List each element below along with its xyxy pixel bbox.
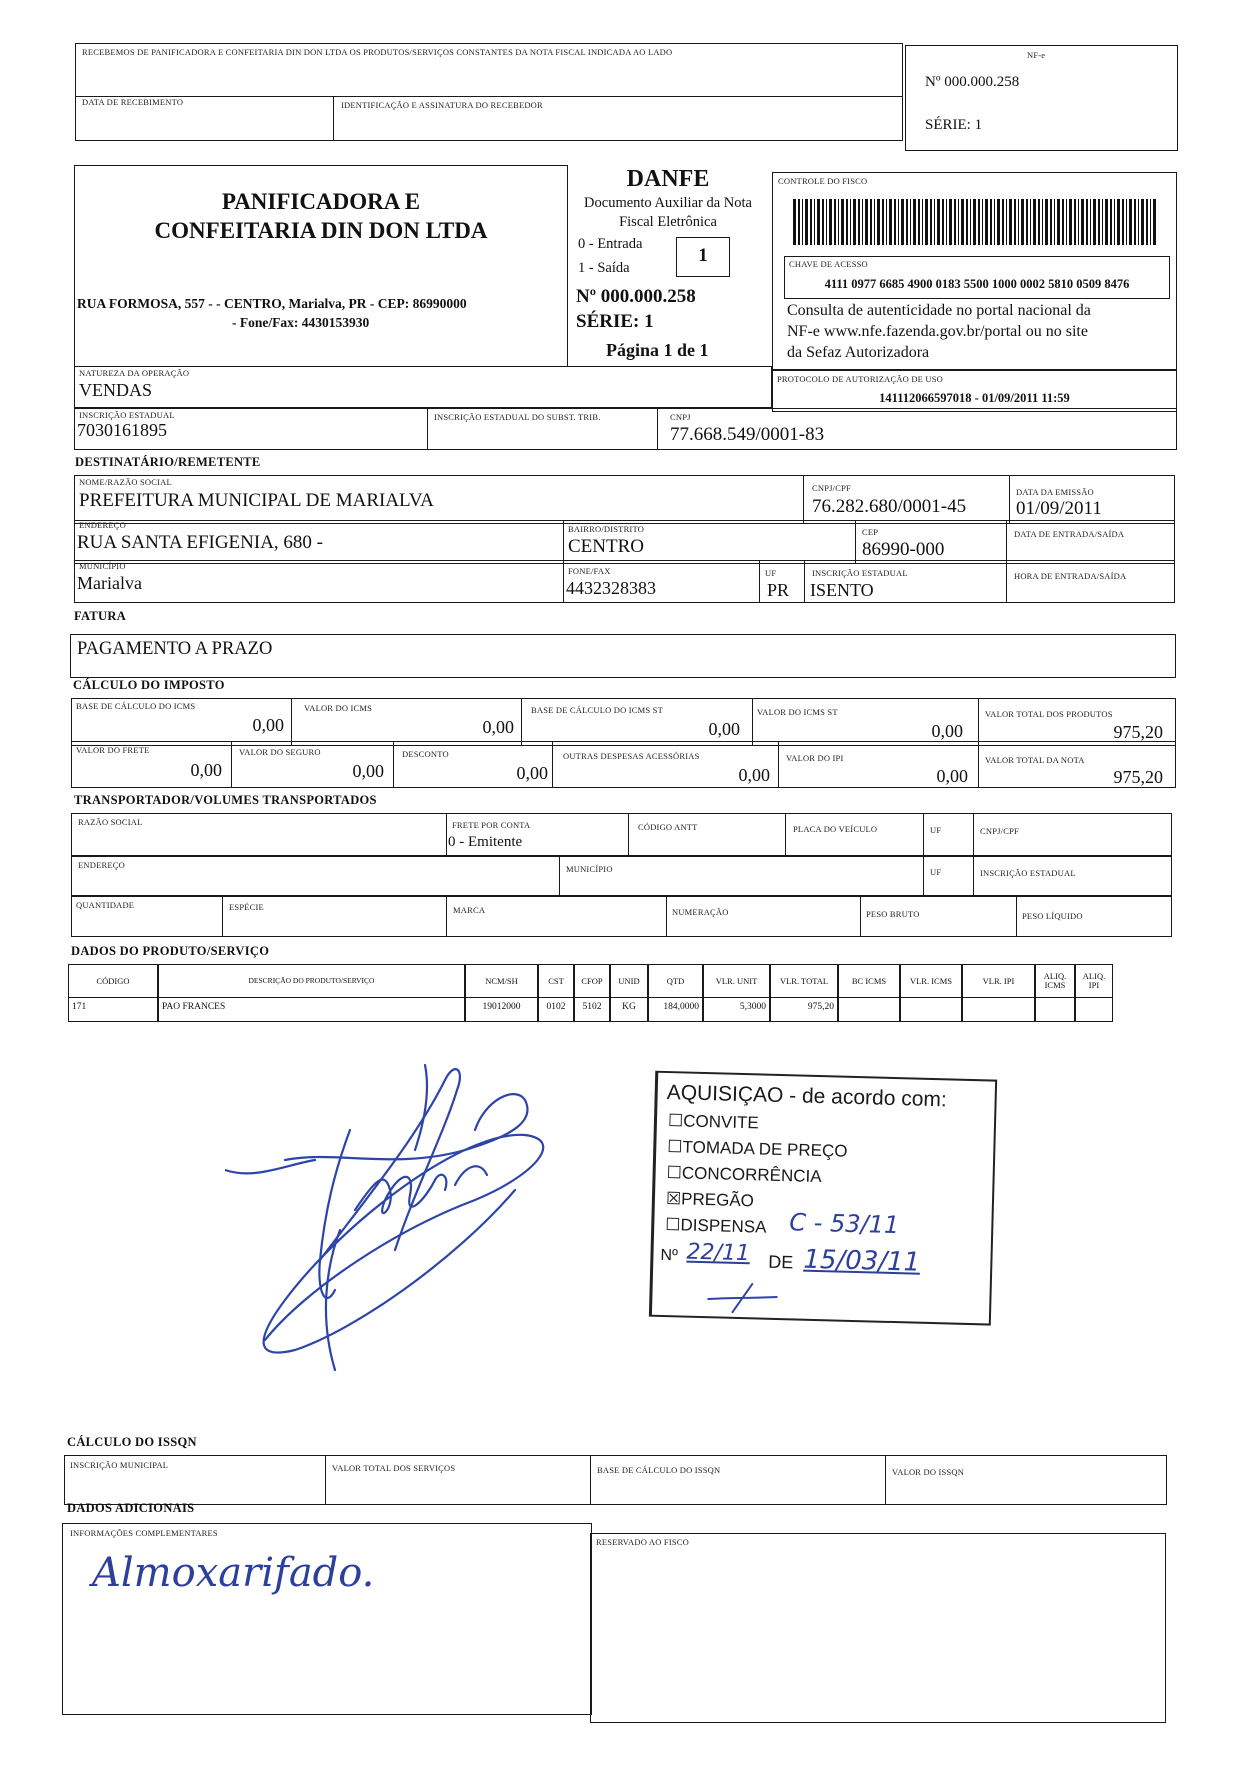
products-section: DADOS DO PRODUTO/SERVIÇO bbox=[71, 944, 270, 958]
divider bbox=[590, 1455, 591, 1505]
divider bbox=[291, 698, 292, 746]
divider bbox=[427, 408, 428, 450]
divider bbox=[393, 741, 394, 788]
nature-label: NATUREZA DA OPERAÇÃO bbox=[79, 368, 190, 378]
other-label: OUTRAS DESPESAS ACESSÓRIAS bbox=[563, 751, 700, 761]
product-header-cell: ALIQ. IPI bbox=[1075, 964, 1113, 998]
divider bbox=[778, 741, 779, 788]
tax-section: CÁLCULO DO IMPOSTO bbox=[73, 678, 225, 692]
divider bbox=[923, 813, 924, 857]
emitter-address-line2: - Fone/Fax: 4430153930 bbox=[232, 315, 370, 330]
transport-freight-label: FRETE POR CONTA bbox=[452, 820, 531, 830]
product-cell: 171 bbox=[68, 998, 158, 1022]
product-header-cell: VLR. IPI bbox=[962, 964, 1035, 998]
divider bbox=[1009, 475, 1010, 524]
cnpj-value: 77.668.549/0001-83 bbox=[670, 424, 825, 445]
ie-label: INSCRIÇÃO ESTADUAL bbox=[79, 410, 175, 420]
reserved-box bbox=[590, 1533, 1166, 1723]
discount-label: DESCONTO bbox=[402, 749, 449, 759]
stamp-hand-date: 15/03/11 bbox=[803, 1244, 921, 1278]
emission-value: 01/09/2011 bbox=[1016, 498, 1102, 519]
issqn-base-label: BASE DE CÁLCULO DO ISSQN bbox=[597, 1465, 721, 1475]
checkbox-empty-icon: ☐ bbox=[665, 1215, 681, 1235]
divider bbox=[752, 698, 753, 746]
numbering-label: NUMERAÇÃO bbox=[672, 907, 729, 917]
product-cell: 184,0000 bbox=[648, 998, 703, 1022]
issqn-services-label: VALOR TOTAL DOS SERVIÇOS bbox=[332, 1463, 456, 1473]
transport-address-label: ENDEREÇO bbox=[78, 860, 125, 870]
base-icms-value: 0,00 bbox=[252, 715, 284, 735]
antt-label: CÓDIGO ANTT bbox=[638, 822, 698, 832]
divider bbox=[75, 96, 903, 97]
stamp-opt-concorrencia bbox=[666, 1163, 822, 1187]
receipt-number: Nº 000.000.258 bbox=[925, 74, 1020, 90]
discount-value: 0,00 bbox=[516, 763, 548, 783]
issqn-im-label: INSCRIÇÃO MUNICIPAL bbox=[70, 1460, 169, 1470]
divider bbox=[785, 813, 786, 857]
product-header-cell: QTD bbox=[648, 964, 703, 998]
product-cell: 0102 bbox=[538, 998, 574, 1022]
divider bbox=[552, 741, 553, 788]
recipient-cnpj: 76.282.680/0001-45 bbox=[812, 496, 967, 517]
transport-section: TRANSPORTADOR/VOLUMES TRANSPORTADOS bbox=[74, 793, 377, 807]
product-cell bbox=[838, 998, 900, 1022]
product-header-cell: UNID bbox=[610, 964, 648, 998]
checkbox-checked-icon: ☒ bbox=[665, 1189, 682, 1209]
divider bbox=[923, 855, 924, 897]
freight-label: VALOR DO FRETE bbox=[76, 745, 150, 755]
icms-st-label: VALOR DO ICMS ST bbox=[757, 707, 838, 717]
receipt-nfe-label: NF-e bbox=[1027, 50, 1046, 60]
recipient-name-label: NOME/RAZÃO SOCIAL bbox=[79, 477, 172, 487]
divider bbox=[325, 1455, 326, 1505]
product-header-cell: ALIQ. ICMS bbox=[1035, 964, 1075, 998]
access-key: 4111 0977 6685 4900 0183 5500 1000 0002 5810 0509 8476 bbox=[824, 277, 1130, 291]
additional-section: DADOS ADICIONAIS bbox=[67, 1501, 195, 1515]
product-cell bbox=[1075, 998, 1113, 1022]
divider bbox=[804, 560, 805, 603]
recipient-name: PREFEITURA MUNICIPAL DE MARIALVA bbox=[79, 490, 434, 511]
checkbox-empty-icon: ☐ bbox=[667, 1137, 683, 1157]
danfe-saida: 1 - Saída bbox=[578, 260, 630, 276]
divider bbox=[446, 895, 447, 937]
invoice-text: PAGAMENTO A PRAZO bbox=[77, 639, 273, 659]
emitter-name-line2: CONFEITARIA DIN DON LTDA bbox=[154, 218, 488, 243]
issqn-section: CÁLCULO DO ISSQN bbox=[67, 1435, 197, 1449]
stamp-hand-code: C - 53/11 bbox=[789, 1208, 900, 1240]
receipt-stub bbox=[75, 43, 903, 141]
base-st-value: 0,00 bbox=[708, 719, 740, 739]
stamp-opt-convite bbox=[668, 1111, 759, 1133]
cnpj-label: CNPJ bbox=[670, 412, 691, 422]
stamp-hand-no: 22/11 bbox=[686, 1239, 751, 1267]
district-label: BAIRRO/DISTRITO bbox=[568, 524, 645, 534]
cep-value: 86990-000 bbox=[862, 539, 945, 560]
divider bbox=[885, 1455, 886, 1505]
icms-st-value: 0,00 bbox=[931, 721, 963, 741]
emitter-address-line1: RUA FORMOSA, 557 - - CENTRO, Marialva, PR - CEP: 86990000 bbox=[77, 296, 467, 311]
consult-line3: da Sefaz Autorizadora bbox=[787, 344, 930, 361]
fisco-control-label: CONTROLE DO FISCO bbox=[778, 176, 868, 186]
checkbox-empty-icon: ☐ bbox=[666, 1163, 683, 1183]
receipt-statement: RECEBEMOS DE PANIFICADORA E CONFEITARIA DIN DON LTDA OS PRODUTOS/SERVIÇOS CONSTANTES DA NOTA FISCAL INDICADA AO LADO bbox=[82, 47, 673, 57]
product-cell bbox=[1035, 998, 1075, 1022]
danfe-entrada: 0 - Entrada bbox=[578, 236, 643, 252]
address-label: ENDEREÇO bbox=[79, 520, 126, 530]
issqn-value-label: VALOR DO ISSQN bbox=[892, 1467, 965, 1477]
divider bbox=[666, 895, 667, 937]
emission-label: DATA DA EMISSÃO bbox=[1016, 487, 1094, 497]
divider bbox=[1016, 895, 1017, 937]
stamp-hand-mark bbox=[707, 1277, 788, 1319]
transport-cnpj-label: CNPJ/CPF bbox=[980, 826, 1019, 836]
divider bbox=[978, 698, 979, 746]
transport-city-label: MUNICÍPIO bbox=[566, 864, 613, 874]
product-cell: 5102 bbox=[574, 998, 610, 1022]
invoice-section: FATURA bbox=[74, 609, 127, 623]
cep-label: CEP bbox=[862, 527, 879, 537]
handwritten-signature bbox=[225, 1060, 605, 1400]
product-cell: 975,20 bbox=[770, 998, 838, 1022]
danfe-subtitle1: Documento Auxiliar da Nota bbox=[584, 195, 752, 211]
brand-label: MARCA bbox=[453, 905, 486, 915]
danfe-series: SÉRIE: 1 bbox=[576, 311, 654, 332]
acquisition-stamp bbox=[637, 1070, 998, 1327]
receipt-date-label: DATA DE RECEBIMENTO bbox=[82, 97, 184, 107]
species-label: ESPÉCIE bbox=[229, 902, 264, 912]
entry-date-label: DATA DE ENTRADA/SAÍDA bbox=[1014, 529, 1125, 539]
product-header-cell: VLR. UNIT bbox=[703, 964, 770, 998]
divider bbox=[860, 895, 861, 937]
note-total-value: 975,20 bbox=[1113, 767, 1163, 787]
product-cell: PAO FRANCES bbox=[158, 998, 465, 1022]
reserved-label: RESERVADO AO FISCO bbox=[596, 1537, 689, 1547]
divider bbox=[231, 741, 232, 788]
stamp-opt-label: CONVITE bbox=[682, 1111, 760, 1133]
stamp-no-label: Nº bbox=[660, 1246, 679, 1265]
transport-ie-label: INSCRIÇÃO ESTADUAL bbox=[980, 868, 1076, 878]
other-value: 0,00 bbox=[738, 765, 770, 785]
city-value: Marialva bbox=[77, 573, 142, 593]
nature-value: VENDAS bbox=[79, 380, 153, 400]
divider bbox=[855, 520, 856, 564]
checkbox-empty-icon: ☐ bbox=[667, 1111, 684, 1131]
note-total-label: VALOR TOTAL DA NOTA bbox=[985, 755, 1085, 765]
danfe-subtitle2: Fiscal Eletrônica bbox=[619, 214, 717, 230]
divider bbox=[563, 560, 564, 603]
stamp-opt-label: PREGÃO bbox=[680, 1189, 755, 1211]
ie-row-box bbox=[74, 408, 1177, 450]
danfe-title: DANFE bbox=[626, 166, 710, 192]
product-cell: 5,3000 bbox=[703, 998, 770, 1022]
access-key-label: CHAVE DE ACESSO bbox=[789, 259, 868, 269]
entry-time-label: HORA DE ENTRADA/SAÍDA bbox=[1014, 571, 1127, 581]
recipient-ie: ISENTO bbox=[810, 580, 874, 600]
product-header-cell: VLR. TOTAL bbox=[770, 964, 838, 998]
phone-value: 4432328383 bbox=[566, 578, 656, 598]
receipt-series: SÉRIE: 1 bbox=[925, 117, 983, 133]
danfe-type-value: 1 bbox=[698, 245, 708, 266]
stamp-opt-label: TOMADA DE PREÇO bbox=[682, 1137, 848, 1161]
stamp-title: AQUISIÇAO - de acordo com: bbox=[666, 1081, 948, 1112]
divider bbox=[973, 855, 974, 897]
stamp-opt-label: CONCORRÊNCIA bbox=[681, 1163, 822, 1187]
gross-label: PESO BRUTO bbox=[866, 909, 920, 919]
base-st-label: BASE DE CÁLCULO DO ICMS ST bbox=[531, 705, 664, 715]
danfe-page: Página 1 de 1 bbox=[606, 340, 709, 360]
transport-freight-value: 0 - Emitente bbox=[448, 834, 523, 850]
danfe-number: Nº 000.000.258 bbox=[576, 286, 696, 307]
divider bbox=[1006, 520, 1007, 564]
consult-line1: Consulta de autenticidade no portal nacional da bbox=[787, 302, 1091, 319]
info-label: INFORMAÇÕES COMPLEMENTARES bbox=[70, 1528, 218, 1538]
product-cell: 19012000 bbox=[465, 998, 538, 1022]
divider bbox=[222, 895, 223, 937]
stamp-opt-dispensa bbox=[665, 1215, 767, 1238]
divider bbox=[973, 813, 974, 857]
transport-uf2-label: UF bbox=[930, 867, 942, 877]
protocol-label: PROTOCOLO DE AUTORIZAÇÃO DE USO bbox=[777, 374, 943, 384]
transport-uf-label: UF bbox=[930, 825, 942, 835]
product-header-cell: DESCRIÇÃO DO PRODUTO/SERVIÇO bbox=[158, 964, 465, 998]
issqn-row bbox=[64, 1455, 1167, 1505]
product-header-cell: CÓDIGO bbox=[68, 964, 158, 998]
ipi-value: 0,00 bbox=[936, 766, 968, 786]
district-value: CENTRO bbox=[568, 536, 644, 557]
products-total-label: VALOR TOTAL DOS PRODUTOS bbox=[985, 709, 1113, 719]
recipient-section: DESTINATÁRIO/REMETENTE bbox=[75, 455, 261, 469]
product-header-cell: CFOP bbox=[574, 964, 610, 998]
divider bbox=[657, 408, 658, 450]
barcode bbox=[793, 199, 1157, 245]
protocol-value: 141112066597018 - 01/09/2011 11:59 bbox=[879, 391, 1070, 405]
product-header-cell: VLR. ICMS bbox=[900, 964, 962, 998]
divider bbox=[333, 96, 334, 141]
net-label: PESO LÍQUIDO bbox=[1022, 911, 1083, 921]
product-cell bbox=[900, 998, 962, 1022]
receipt-sign-label: IDENTIFICAÇÃO E ASSINATURA DO RECEBEDOR bbox=[341, 100, 543, 110]
divider bbox=[628, 813, 629, 857]
icms-value: 0,00 bbox=[482, 717, 514, 737]
insurance-label: VALOR DO SEGURO bbox=[239, 747, 321, 757]
phone-label: FONE/FAX bbox=[568, 566, 611, 576]
product-header-cell: BC ICMS bbox=[838, 964, 900, 998]
consult-line2: NF-e www.nfe.fazenda.gov.br/portal ou no site bbox=[787, 323, 1088, 340]
products-total-value: 975,20 bbox=[1113, 722, 1163, 742]
transport-name-label: RAZÃO SOCIAL bbox=[78, 817, 143, 827]
stamp-opt-pregao bbox=[666, 1189, 754, 1211]
uf-value: PR bbox=[767, 580, 790, 600]
address-value: RUA SANTA EFIGENIA, 680 - bbox=[77, 532, 324, 553]
divider bbox=[759, 560, 760, 603]
divider bbox=[803, 475, 804, 524]
divider bbox=[563, 520, 564, 564]
divider bbox=[978, 741, 979, 788]
receipt-nfe-box bbox=[905, 45, 1178, 151]
base-icms-label: BASE DE CÁLCULO DO ICMS bbox=[76, 701, 196, 711]
freight-value: 0,00 bbox=[190, 760, 222, 780]
insurance-value: 0,00 bbox=[352, 761, 384, 781]
product-cell: KG bbox=[610, 998, 648, 1022]
ie-value: 7030161895 bbox=[77, 420, 167, 440]
product-cell bbox=[962, 998, 1035, 1022]
city-label: MUNICÍPIO bbox=[79, 561, 126, 571]
products-table bbox=[68, 964, 1173, 1032]
recipient-ie-label: INSCRIÇÃO ESTADUAL bbox=[812, 568, 908, 578]
info-handwritten: Almoxarifado. bbox=[92, 1550, 375, 1596]
qty-label: QUANTIDADE bbox=[76, 900, 135, 910]
ie-st-label: INSCRIÇÃO ESTADUAL DO SUBST. TRIB. bbox=[434, 412, 601, 422]
ipi-label: VALOR DO IPI bbox=[786, 753, 844, 763]
emitter-name-line1: PANIFICADORA E bbox=[221, 189, 421, 214]
recipient-cnpj-label: CNPJ/CPF bbox=[812, 483, 851, 493]
divider bbox=[559, 855, 560, 897]
divider bbox=[446, 813, 447, 857]
stamp-de-label: DE bbox=[768, 1251, 794, 1273]
product-header-cell: CST bbox=[538, 964, 574, 998]
product-header-cell: NCM/SH bbox=[465, 964, 538, 998]
divider bbox=[521, 698, 522, 746]
uf-label: UF bbox=[765, 568, 777, 578]
divider bbox=[1006, 560, 1007, 603]
icms-label: VALOR DO ICMS bbox=[304, 703, 373, 713]
stamp-opt-label: DISPENSA bbox=[680, 1215, 767, 1237]
plate-label: PLACA DO VEÍCULO bbox=[793, 824, 878, 834]
